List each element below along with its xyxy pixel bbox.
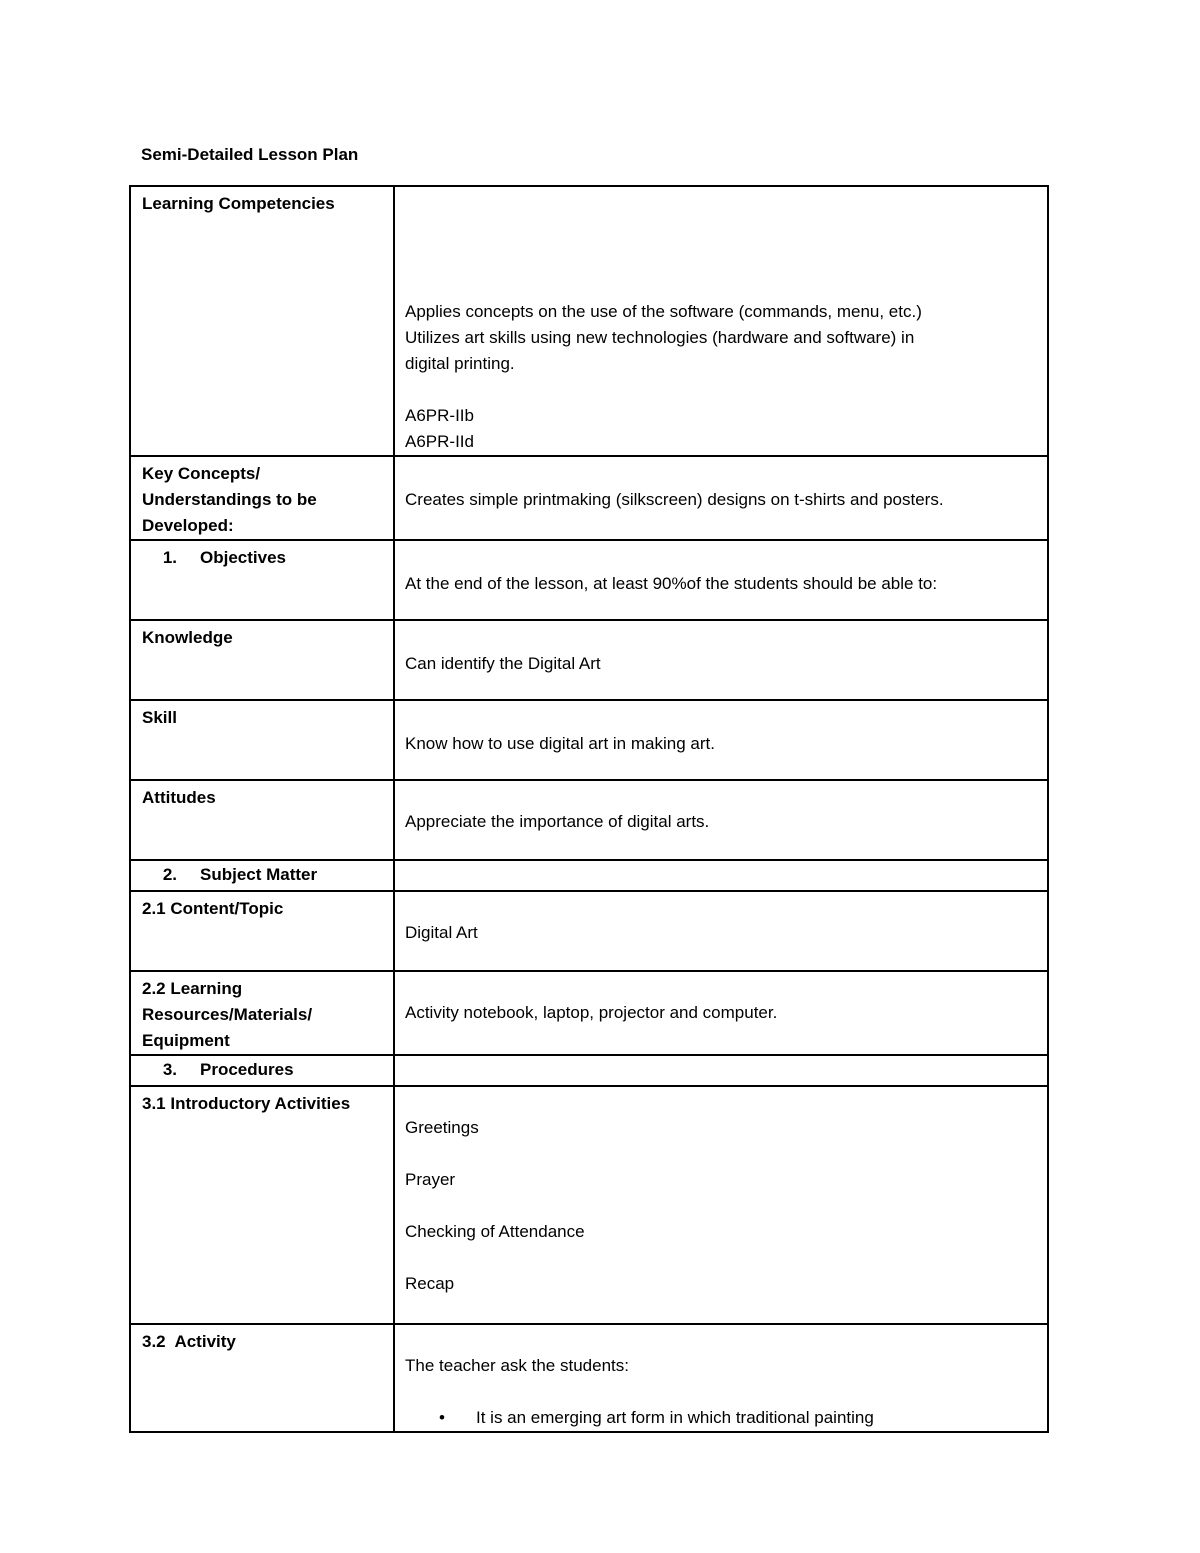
list-item: Prayer <box>405 1170 456 1189</box>
label-text: Learning Competencies <box>142 194 335 213</box>
label-text: Equipment <box>142 1031 230 1050</box>
table-row <box>130 540 1048 620</box>
table-row <box>130 186 1048 456</box>
table-row <box>130 1324 1048 1432</box>
table-row <box>130 1055 1048 1086</box>
row-value-objectives <box>394 540 1048 620</box>
value-text: Know how to use digital art in making art. <box>405 734 715 753</box>
row-value-attitudes <box>394 780 1048 860</box>
list-item: Checking of Attendance <box>405 1222 585 1241</box>
label-text: Objectives <box>200 548 286 567</box>
row-value-activity <box>394 1324 1048 1432</box>
value-text: Can identify the Digital Art <box>405 654 601 673</box>
label-text: Knowledge <box>142 628 233 647</box>
row-label-learning-resources <box>130 971 394 1055</box>
label-text: Subject Matter <box>200 865 318 884</box>
bullet-icon: • <box>439 1408 445 1427</box>
row-label-attitudes <box>130 780 394 860</box>
row-label-procedures <box>130 1055 394 1086</box>
label-text: 3.2 Activity <box>142 1332 236 1351</box>
row-label-content-topic <box>130 891 394 971</box>
row-label-skill <box>130 700 394 780</box>
row-value-subject-matter <box>394 860 1048 891</box>
activity-bullet-list <box>405 1405 1037 1431</box>
list-item <box>405 1405 1037 1431</box>
list-item: Recap <box>405 1274 455 1293</box>
row-label-subject-matter <box>130 860 394 891</box>
row-value-introductory-activities <box>394 1086 1048 1324</box>
label-text: Understandings to be <box>142 490 317 509</box>
row-value-content-topic <box>394 891 1048 971</box>
row-label-objectives <box>130 540 394 620</box>
table-row <box>130 700 1048 780</box>
label-text: Skill <box>142 708 177 727</box>
label-text: 2.2 Learning <box>142 979 243 998</box>
section-number: 1. <box>162 548 177 567</box>
value-text: Digital Art <box>405 923 478 942</box>
row-label-key-concepts <box>130 456 394 540</box>
section-number: 3. <box>162 1060 177 1079</box>
label-text: Attitudes <box>142 788 216 807</box>
table-row <box>130 1086 1048 1324</box>
table-row <box>130 860 1048 891</box>
value-text: Activity notebook, laptop, projector and computer. <box>405 1003 778 1022</box>
row-label-learning-competencies <box>130 186 394 456</box>
label-text: 2.1 Content/Topic <box>142 899 284 918</box>
lesson-plan-table <box>129 185 1049 1433</box>
competency-line-2: Utilizes art skills using new technologies (hardware and software) in <box>405 328 915 347</box>
page-title: Semi-Detailed Lesson Plan <box>141 145 359 164</box>
label-text: Developed: <box>142 516 234 535</box>
competency-code-1: A6PR-IIb <box>405 406 474 425</box>
label-text: Procedures <box>200 1060 294 1079</box>
list-item: Greetings <box>405 1118 479 1137</box>
table-row <box>130 891 1048 971</box>
table-row <box>130 780 1048 860</box>
row-value-learning-competencies <box>394 186 1048 456</box>
competency-code-2: A6PR-IId <box>405 432 474 451</box>
label-text: Key Concepts/ <box>142 464 261 483</box>
row-value-key-concepts <box>394 456 1048 540</box>
bullet-text: It is an emerging art form in which traditional painting <box>476 1408 874 1427</box>
value-text: At the end of the lesson, at least 90%of the students should be able to: <box>405 574 938 593</box>
competency-line-1: Applies concepts on the use of the software (commands, menu, etc.) <box>405 302 922 321</box>
label-text: Resources/Materials/ <box>142 1005 313 1024</box>
table-row <box>130 620 1048 700</box>
table-row <box>130 456 1048 540</box>
value-text: Creates simple printmaking (silkscreen) designs on t-shirts and posters. <box>405 490 944 509</box>
row-label-activity <box>130 1324 394 1432</box>
activity-intro: The teacher ask the students: <box>405 1356 629 1375</box>
competency-line-3: digital printing. <box>405 354 515 373</box>
row-value-skill <box>394 700 1048 780</box>
row-value-learning-resources <box>394 971 1048 1055</box>
row-label-introductory-activities <box>130 1086 394 1324</box>
value-text: Appreciate the importance of digital arts. <box>405 812 710 831</box>
label-text: 3.1 Introductory Activities <box>142 1094 351 1113</box>
section-number: 2. <box>162 865 177 884</box>
row-value-knowledge <box>394 620 1048 700</box>
row-label-knowledge <box>130 620 394 700</box>
table-row <box>130 971 1048 1055</box>
row-value-procedures <box>394 1055 1048 1086</box>
